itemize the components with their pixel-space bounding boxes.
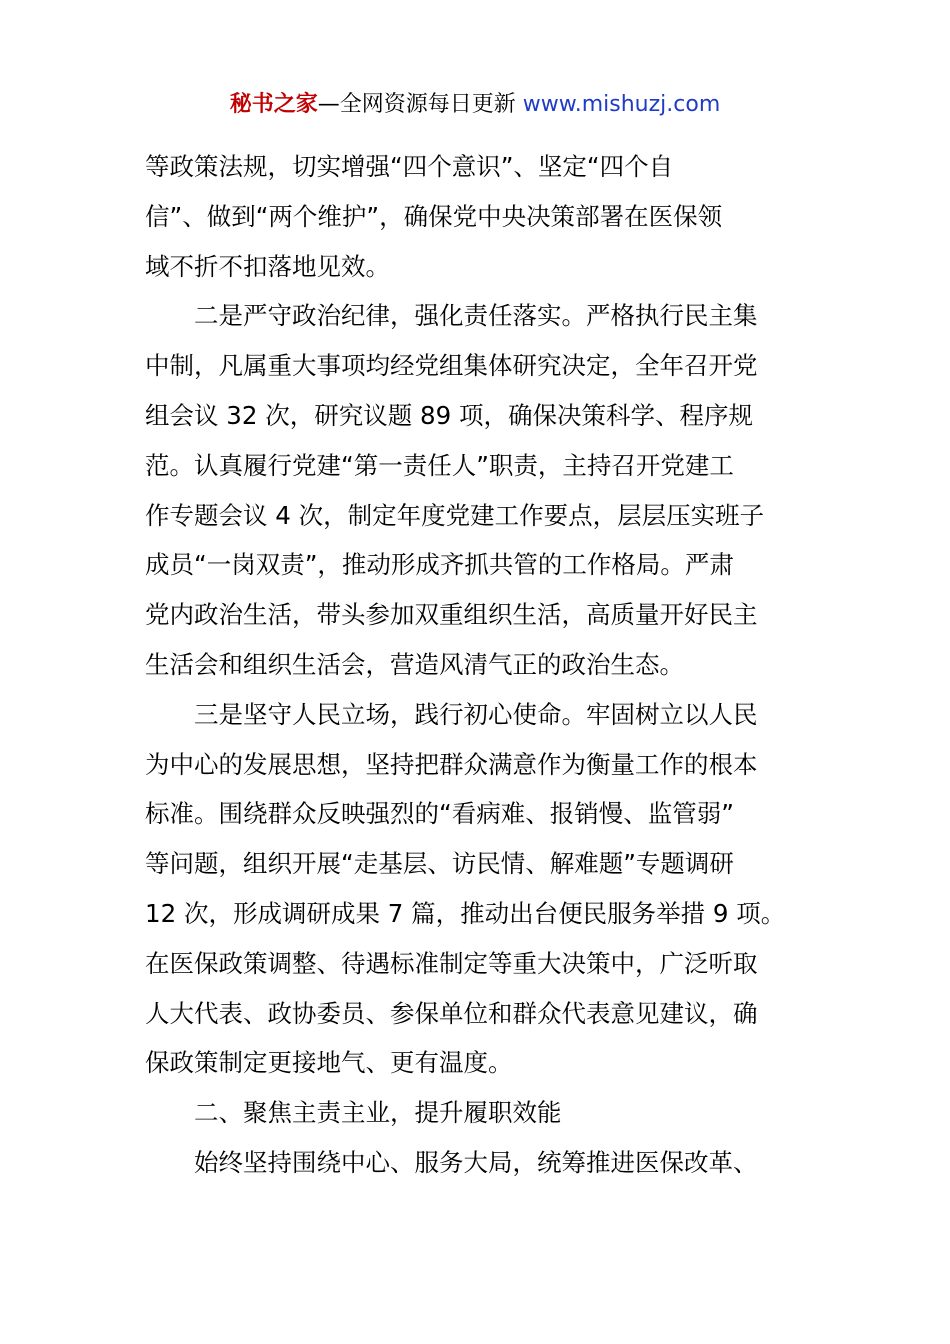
text-line: 组会议 32 次，研究议题 89 项，确保决策科学、程序规 (145, 400, 753, 430)
text-line: 信”、做到“两个维护”，确保党中央决策部署在医保领 (145, 201, 723, 231)
text-line: 为中心的发展思想，坚持把群众满意作为衡量工作的根本 (145, 749, 758, 779)
text-line: 作专题会议 4 次，制定年度党建工作要点，层层压实班子 (145, 500, 765, 530)
text-line: 成员“一岗双责”，推动形成齐抓共管的工作格局。严肃 (145, 550, 734, 580)
text-line: 中制，凡属重大事项均经党组集体研究决定，全年召开党 (145, 351, 758, 381)
text-line: 党内政治生活，带头参加双重组织生活，高质量开好民主 (145, 600, 758, 630)
text-line: 等政策法规，切实增强“四个意识”、坚定“四个自 (145, 152, 674, 181)
text-line: 12 次，形成调研成果 7 篇，推动出台便民服务举措 9 项。 (145, 898, 786, 928)
text-line: 在医保政策调整、待遇标准制定等重大决策中，广泛听取 (145, 948, 758, 978)
text-line: 等问题，组织开展“走基层、访民情、解难题”专题调研 (145, 849, 734, 879)
brand-name: 秘书之家 (229, 92, 318, 117)
section-heading: 二、聚焦主责主业，提升履职效能 (194, 1098, 562, 1128)
paragraph-first-line: 二是严守政治纪律，强化责任落实。严格执行民主集 (194, 301, 758, 331)
text-line: 范。认真履行党建“第一责任人”职责，主持召开党建工 (145, 450, 734, 480)
text-line: 域不折不扣落地见效。 (145, 251, 390, 281)
text-line: 保政策制定更接地气、更有温度。 (145, 1048, 513, 1078)
text-line: 人大代表、政协委员、参保单位和群众代表意见建议，确 (145, 998, 758, 1028)
paragraph-first-line: 三是坚守人民立场，践行初心使命。牢固树立以人民 (194, 699, 758, 729)
header-tagline: —全网资源每日更新 (317, 92, 523, 117)
document-body (145, 142, 807, 1188)
text-line: 生活会和组织生活会，营造风清气正的政治生态。 (145, 649, 684, 679)
site-url-link[interactable]: www.mishuzj.com (522, 92, 721, 117)
paragraph-first-line: 始终坚持围绕中心、服务大局，统筹推进医保改革、 (194, 1147, 758, 1177)
text-line: 标准。围绕群众反映强烈的“看病难、报销慢、监管弱” (145, 799, 734, 829)
site-header (0, 88, 950, 122)
